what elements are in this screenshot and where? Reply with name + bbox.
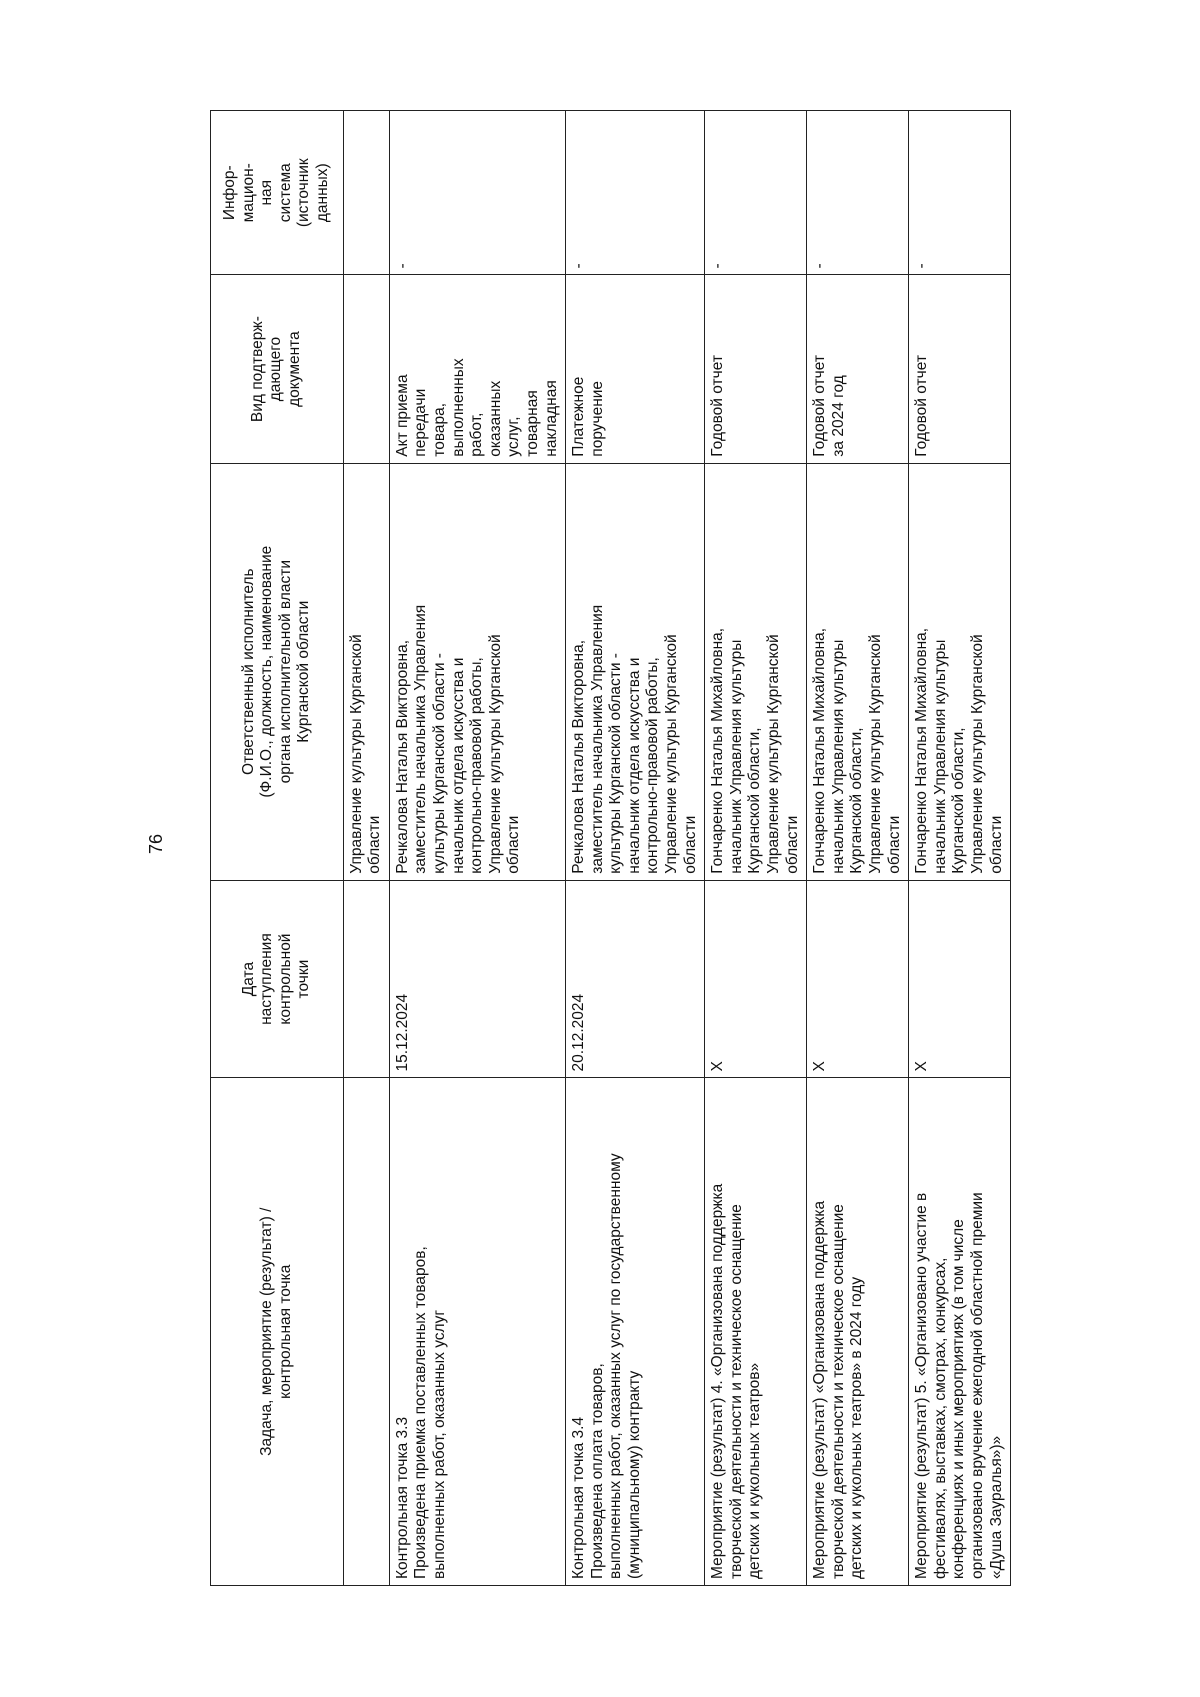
cell-responsible: Речкалова Наталья Викторовна, заместитель начальника Управления культуры Курганской области - начальник отдела искусства и контрольно-правовой работы, Управление культуры Курганской области <box>566 463 705 880</box>
cell-task: Контрольная точка 3.4 Произведена оплата товаров, выполненных работ, оказанных услуг по государственному (муниципальному) контракту <box>566 1078 705 1586</box>
cell-date: X <box>705 880 807 1078</box>
header-responsible: Ответственный исполнитель (Ф.И.О., должность, наименование органа исполнительной власти Курганской области <box>211 463 344 880</box>
cell-responsible: Гончаренко Наталья Михайловна, начальник Управления культуры Курганской области, Управление культуры Курганской области <box>705 463 807 880</box>
cell-task <box>343 1078 389 1586</box>
cell-responsible: Гончаренко Наталья Михайловна, начальник Управления культуры Курганской области, Управление культуры Курганской области <box>807 463 909 880</box>
table-row <box>566 111 705 1586</box>
table-row <box>807 111 909 1586</box>
cell-document: Годовой отчет <box>909 275 1011 463</box>
cell-info-system: - <box>389 111 565 275</box>
table-row <box>343 111 389 1586</box>
header-date: Дата наступления контрольной точки <box>211 880 344 1078</box>
cell-date: X <box>909 880 1011 1078</box>
header-document: Вид подтверж- дающего документа <box>211 275 344 463</box>
cell-date: X <box>807 880 909 1078</box>
cell-responsible: Гончаренко Наталья Михайловна, начальник Управления культуры Курганской области, Управление культуры Курганской области <box>909 463 1011 880</box>
header-task: Задача, мероприятие (результат) / контрольная точка <box>211 1078 344 1586</box>
cell-document: Акт приема передачи товара, выполненных работ, оказанных услуг, товарная накладная <box>389 275 565 463</box>
cell-date <box>343 880 389 1078</box>
control-points-table <box>210 110 1011 1586</box>
table-header-row <box>211 111 344 1586</box>
table-row <box>389 111 565 1586</box>
cell-document: Годовой отчет за 2024 год <box>807 275 909 463</box>
cell-document: Платежное поручение <box>566 275 705 463</box>
cell-info-system <box>343 111 389 275</box>
table-row <box>909 111 1011 1586</box>
cell-document <box>343 275 389 463</box>
cell-task: Мероприятие (результат) 5. «Организовано участие в фестивалях, выставках, смотрах, конкурсах, конференциях и иных мероприятиях (в том числе организовано вручение ежегодной областной премии «Душа Зауралья»)» <box>909 1078 1011 1586</box>
cell-responsible: Речкалова Наталья Викторовна, заместитель начальника Управления культуры Курганской области - начальник отдела искусства и контрольно-правовой работы, Управление культуры Курганской области <box>389 463 565 880</box>
cell-responsible: Управление культуры Курганской области <box>343 463 389 880</box>
cell-info-system: - <box>807 111 909 275</box>
cell-document: Годовой отчет <box>705 275 807 463</box>
header-info-system: Инфор- мацион- ная система (источник данных) <box>211 111 344 275</box>
cell-task: Мероприятие (результат) «Организована поддержка творческой деятельности и техническое оснащение детских и кукольных театров» в 2024 году <box>807 1078 909 1586</box>
cell-task: Мероприятие (результат) 4. «Организована поддержка творческой деятельности и техническое оснащение детских и кукольных театров» <box>705 1078 807 1586</box>
cell-date: 15.12.2024 <box>389 880 565 1078</box>
cell-info-system: - <box>705 111 807 275</box>
cell-date: 20.12.2024 <box>566 880 705 1078</box>
cell-info-system: - <box>909 111 1011 275</box>
page-number: 76 <box>146 833 166 855</box>
cell-task: Контрольная точка 3.3 Произведена приемка поставленных товаров, выполненных работ, оказанных услуг <box>389 1078 565 1586</box>
table-row <box>705 111 807 1586</box>
rotated-table-wrapper <box>210 110 1132 1586</box>
cell-info-system: - <box>566 111 705 275</box>
